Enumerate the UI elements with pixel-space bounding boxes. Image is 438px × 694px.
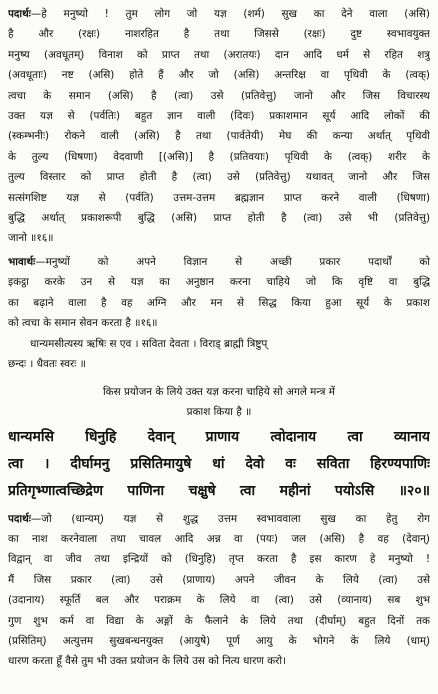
- mantra-introduction: [8, 382, 430, 422]
- text-line: पदार्थः—जो (धान्यम्) यज्ञ से शुद्ध उत्तम स्वभाववाला सुख का हेतु रोग: [8, 512, 430, 525]
- bhavartha-label: भावार्थः: [8, 255, 36, 268]
- mantra-line: त्वा । दीर्घामनु प्रसितिमायुषे धां देवो वः सविता हिरण्यपाणिः: [8, 455, 430, 472]
- padartha-label: पदार्थः: [8, 8, 31, 20]
- text-line: जानो ॥१६॥: [8, 232, 54, 245]
- padartha-section-20: [8, 509, 430, 672]
- text-line: तुल्य विस्तार को प्राप्त होती है (त्वा) उसे (प्रतिवेत्तु) यथावत् जानो और जिस: [8, 171, 430, 184]
- text-line: इकट्ठा करके उन से यज्ञ का अनुष्ठान करना चाहिये जो कि वृष्टि वा बुद्धि: [8, 276, 430, 289]
- text-line: का नाश करनेवाला तथा चावल आदि अन्न वा (पयः) जल (असि) है वह (देवान्): [8, 532, 430, 545]
- mantra-verse-20: [8, 424, 430, 505]
- text-line: गुण शुभ कर्म वा विद्या के अङ्गों के फैलाने के लिये तथा (दीर्घाम्) बहुत दिनों तक: [8, 614, 430, 627]
- mantra-line: प्रतिगृभ्णात्वच्छिद्रेण पाणिना चक्षुषे त्वा महीनां पयोऽसि ॥२०॥: [8, 482, 430, 499]
- text-line: मैं जिस प्रकार (त्वा) उसे (प्राणाय) अपने जीवन के लिये (त्वा) उसे: [8, 573, 430, 586]
- mantra-metadata: [8, 334, 430, 374]
- text-line: उक्त यज्ञ से (पर्वतिः) बहुत ज्ञान वाली (दिवः) प्रकाशमान सूर्य आदि लोकों की: [8, 110, 430, 123]
- text-line: त्वचा के समान (असि) है (त्वा) उसे (प्रतिवेत्तु) जानो और जिस विचारस्थ: [8, 89, 430, 102]
- mantra-line: धान्यमसि धिनुहि देवान् प्राणाय त्वोदानाय त्वा व्यानाय: [8, 428, 430, 445]
- text-line: (प्रसितिम्) अत्युत्तम सुखबन्धनयुक्त (आयुषे) पूर्ण आयु के भोगने के लिये (धाम्): [8, 634, 430, 647]
- text-line: प्रकाश किया है ॥: [186, 405, 252, 418]
- text-line: को त्वचा के समान सेवन करता है ॥१६॥: [8, 317, 158, 330]
- text-line: (अवधूताः) नष्ट (असि) होते हैं और जो (असि) अन्तरिक्ष वा पृथिवी के (त्वक्): [8, 69, 430, 82]
- text-line: मनुष्य (अवधूतम्) विनाश को प्राप्त तथा (अरातयः) दान आदि धर्म से रहित शत्रु: [8, 48, 430, 61]
- text-line: किस प्रयोजन के लिये उक्त यज्ञ करना चाहिये सो अगले मन्त्र में: [102, 385, 336, 398]
- text-line: है और (रक्षः) नाशरहित है तथा जिससे (रक्षः) दुष्ट स्वभावयुक्त: [8, 28, 430, 41]
- text-line: बुद्धि अर्थात् प्रकाशरूपी बुद्धि (असि) प्राप्त होती है (त्वा) उसे भी (प्रतिवेत्तु): [8, 212, 430, 225]
- text-line: धारण करता हूँ वैसे तुम भी उक्त प्रयोजन के लिये उस को नित्य धारण करो।: [8, 655, 286, 668]
- text-line: पदार्थः—हे मनुष्यो ! तुम लोग जो यज्ञ (शर्म) सुख का देने वाला (असि): [8, 8, 430, 20]
- text-line: विद्वान् वा जीव तथा इन्द्रियों को (धिनुहि) तृप्त करता है इस कारण हे मनुष्यो !: [8, 553, 430, 566]
- bhavartha-section-19: [8, 252, 430, 334]
- text-line: सत्संगशिष्ट यज्ञ से (पर्वति) उत्तम-उत्तम ब्रह्मज्ञान प्राप्त करने वाली (धिषणा): [8, 191, 430, 204]
- rishi-devata-line: धान्यमसीत्यस्य ऋषिः स एव । सविता देवता । विराड् ब्राह्मी त्रिष्टुप्: [30, 337, 268, 350]
- text-line: का बढ़ाने वाला है वह अग्नि और मन से सिद्ध किया हुआ सूर्य के प्रकाश: [8, 296, 430, 309]
- chhanda-svara-line: छन्दः । धैवतः स्वरः ॥: [8, 357, 86, 370]
- text-line: के तुल्य (धिषणा) वेदवाणी [(असि)] है (प्रतिवयाः) पृथिवी के (त्वक्) शरीर के: [8, 150, 430, 163]
- text-line: (स्कम्भनीः) रोकने वाली (असि) है तथा (पार्वतेयी) मेघ की कन्या अर्थात् पृथिवी: [8, 130, 430, 143]
- text-line: भावार्थः—मनुष्यों को अपने विज्ञान से अच्छी प्रकार पदार्थों को: [8, 255, 430, 268]
- padartha-section-19: [8, 4, 430, 249]
- padartha-label: पदार्थः: [8, 512, 31, 525]
- text-line: (उदानाय) स्फूर्ति बल और पराक्रम के लिये वा (त्वा) उसे (व्यानाय) सब शुभ: [8, 594, 430, 607]
